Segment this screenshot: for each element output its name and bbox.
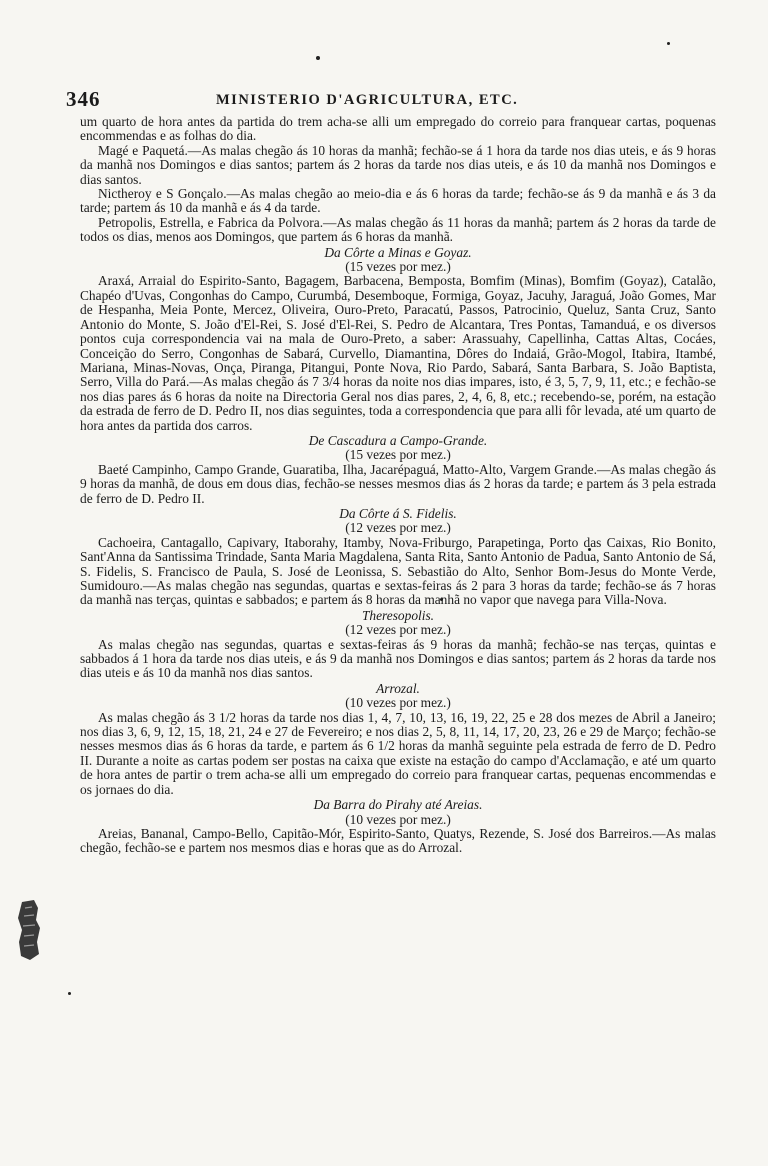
section-title: Arrozal.: [376, 680, 420, 696]
section-body: Baeté Campinho, Campo Grande, Guaratiba, Ilha, Jacarépaguá, Matto-Alto, Vargem Grande.—As malas chegão ás 9 horas da manhã, de dous em dous dias, fechão-se nesses mesmos dias ás 2 horas da tarde; e partem ás 3 pela estrada de ferro de D. Pedro II.: [80, 461, 716, 506]
body-text: [80, 115, 716, 856]
section-body: As malas chegão nas segundas, quartas e sextas-feiras ás 9 horas da manhã; fechão-se nas terças, quintas e sabbados á 1 hora da tarde nos dias uteis, e ás 9 da manhã nos Domingos e dias santos; partem ás 2 horas da tarde nos dias uteis e ás 10 da manhã nos dias santos.: [80, 636, 716, 681]
section-title: De Cascadura a Campo-Grande.: [308, 432, 488, 448]
section-frequency: (12 vezes por mez.): [345, 622, 451, 638]
section-frequency: (12 vezes por mez.): [345, 520, 451, 536]
section-frequency: (10 vezes por mez.): [345, 811, 451, 827]
section-body: Areias, Bananal, Campo-Bello, Capitão-Mór, Espirito-Santo, Quatys, Rezende, S. José dos Barreiros.—As malas chegão, fechão-se e partem nos mesmos dias e horas que as do Arrozal.: [80, 825, 716, 856]
margin-stamp-mark: [16, 898, 42, 962]
section-frequency: (10 vezes por mez.): [345, 695, 451, 711]
section-body: As malas chegão ás 3 1/2 horas da tarde nos dias 1, 4, 7, 10, 13, 16, 19, 22, 25 e 28 dos mezes de Abril a Janeiro; nos dias 3, 6, 9, 12, 15, 18, 21, 24 e 27 de Fevereiro; e nos dias 2, 5, 8, 11, 14, 17, 20, 23, 26 e 29 de Março; fechão-se nesses mesmos dias ás 6 horas da tarde, e partem ás 6 1/2 horas da manhã seguinte pela estrada de ferro de D. Pedro II. Durante a noite as cartas podem ser postas na caixa que existe na estação do campo d'Acclamação, e até um quarto de hora antes de partir o trem acha-se alli um empregado do correio para franquear cartas, pequenas encommendas e os jornaes do dia.: [80, 709, 716, 797]
section-title: Da Côrte á S. Fidelis.: [339, 505, 457, 521]
section-body: Cachoeira, Cantagallo, Capivary, Itaborahy, Itamby, Nova-Friburgo, Parapetinga, Porto das Caixas, Rio Bonito, Sant'Anna da Santissima Trindade, Santa Maria Magdalena, Santa Rita, Santo Antonio de Padua, Santo Antonio de Sá, S. Fidelis, S. Francisco de Paula, S. José de Leonissa, S. Sebastião do Alto, Senhor Bom-Jesus do Monte Verde, Sumidouro.—As malas chegão nas segundas, quartas e sextas-feiras ás 2 para 3 horas da tarde; fechão-se ás 7 horas da manhã nas terças, quintas e sabbados; e partem ás 8 horas da manhã no vapor que navega para Villa-Nova.: [80, 534, 716, 608]
running-title: MINISTERIO D'AGRICULTURA, ETC.: [216, 92, 519, 108]
paragraph: Petropolis, Estrella, e Fabrica da Polvora.—As malas chegão ás 11 horas da manhã; partem ás 2 horas da tarde de todos os dias, menos aos Domingos, que partem ás 6 horas da manhã.: [80, 214, 716, 245]
section-body: Araxá, Arraial do Espirito-Santo, Bagagem, Barbacena, Bemposta, Bomfim (Minas), Bomfim (Goyaz), Catalão, Chapéo d'Uvas, Congonhas do Campo, Curumbá, Desemboque, Formiga, Goyaz, Jacuhy, Jaraguá, João Gomes, Mar de Hespanha, Meia Ponte, Mercez, Oliveira, Ouro-Preto, Paracatú, Passos, Patrocinio, Queluz, Santa Cruz, Santo Antonio do Monte, S. João d'El-Rei, S. José d'El-Rei, S. Pedro de Alcantara, Tres Pontas, Tamanduá, e os diversos pontos cuja correspondencia vai na mala de Ouro-Preto, a saber: Arassuahy, Capellinha, Cattas Altas, Cocáes, Conceição do Serro, Congonhas de Sabará, Curvello, Diamantina, Dôres do Indaiá, Grão-Mogol, Itabira, Itambé, Mariana, Minas-Novas, Onça, Piranga, Pitangui, Ponte Nova, Rio Pardo, Sabará, Santa Barbara, S. João Baptista, Serro, Villa do Pará.—As malas chegão ás 7 3/4 horas da noite nos dias impares, isto, é 3, 5, 7, 9, 11, etc.; e fechão-se nos dias pares ás 6 horas da noite na Directoria Geral nos dias pares, 2, 4, 6, 8, etc.; recebendo-se, porém, na estação da estrada de ferro de D. Pedro II, nos dias seguintes, toda a correspondencia que para alli fôr levada, até um quarto de hora antes da partida dos carros.: [80, 273, 716, 433]
section-frequency: (15 vezes por mez.): [345, 447, 451, 463]
ink-speck: [667, 42, 670, 45]
paragraph: um quarto de hora antes da partida do trem acha-se alli um empregado do correio para franquear cartas, poquenas encommendas e as folhas do dia.: [80, 114, 716, 144]
page-header: [66, 87, 716, 113]
ink-speck: [68, 992, 71, 995]
page-number: 346: [66, 87, 101, 111]
paragraph: Nictheroy e S Gonçalo.—As malas chegão ao meio-dia e ás 6 horas da tarde; fechão-se ás 9 da manhã e ás 3 da tarde; partem ás 10 da manhã e ás 4 da tarde.: [80, 186, 716, 216]
section-title: Da Côrte a Minas e Goyaz.: [324, 244, 472, 260]
paragraph: Magé e Paquetá.—As malas chegão ás 10 horas da manhã; fechão-se á 1 hora da tarde nos dias uteis, e ás 9 horas da manhã nos Domingos e dias santos; partem ás 2 horas da tarde nos dias uteis, e ás 10 da manhã nos Domingos e dias santos.: [80, 142, 716, 187]
section-title: Da Barra do Pirahy até Areias.: [313, 797, 483, 813]
ink-speck: [316, 56, 320, 60]
section-frequency: (15 vezes por mez.): [345, 259, 451, 275]
section-title: Theresopolis.: [361, 607, 435, 623]
